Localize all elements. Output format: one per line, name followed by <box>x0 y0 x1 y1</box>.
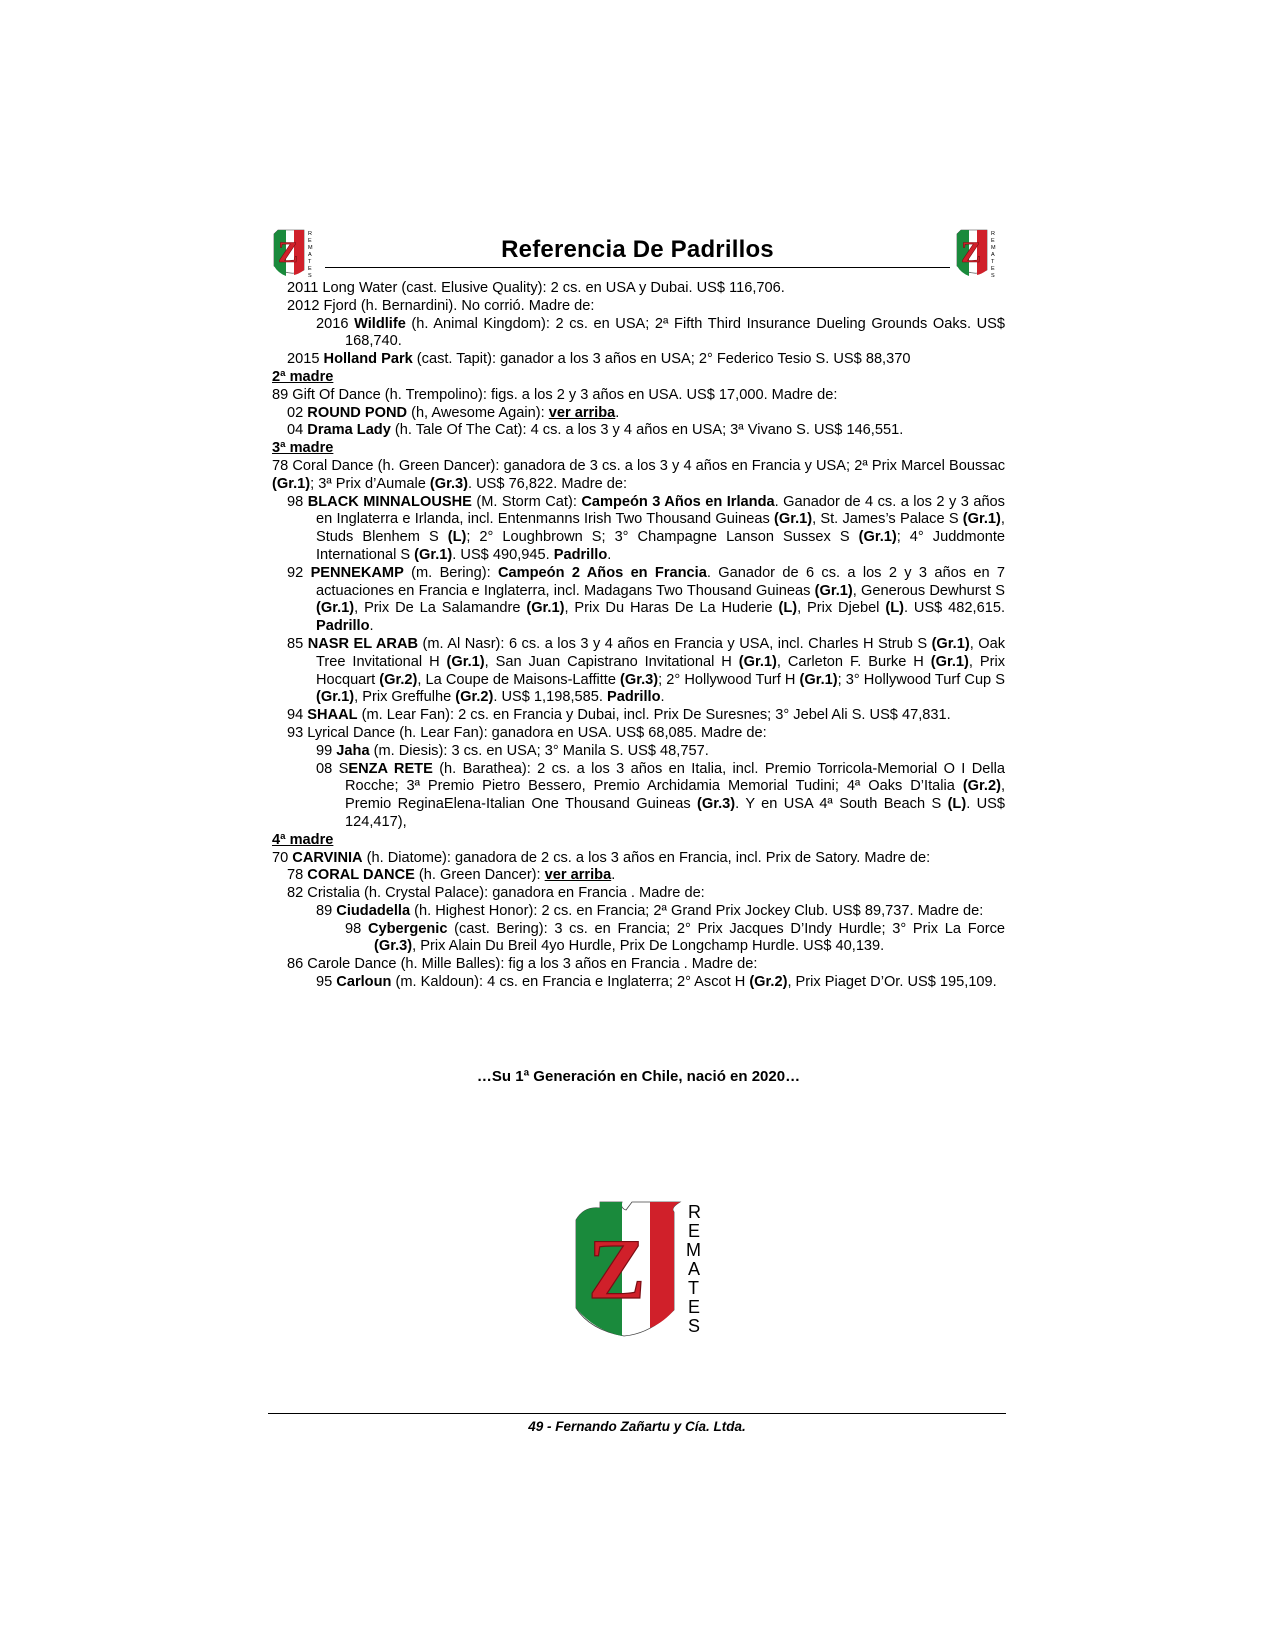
pedigree-line: 98 Cybergenic (cast. Bering): 3 cs. en Francia; 2° Prix Jacques D’Indy Hurdle; 3° Prix La Force (Gr.3), Prix Alain Du Breil 4yo Hurdle, Prix De Longchamp Hurdle. US$ 40,139. <box>345 920 1005 955</box>
page-footer: 49 - Fernando Zañartu y Cía. Ltda. <box>528 1419 746 1434</box>
svg-text:R: R <box>308 231 312 237</box>
svg-text:A: A <box>308 252 312 258</box>
pedigree-line: 89 Gift Of Dance (h. Trempolino): figs. a los 2 y 3 años en USA. US$ 17,000. Madre de: <box>272 386 838 403</box>
svg-text:A: A <box>991 252 995 258</box>
svg-text:A: A <box>688 1259 701 1279</box>
pedigree-line: 98 BLACK MINNALOUSHE (M. Storm Cat): Campeón 3 Años en Irlanda. Ganador de 4 cs. a los 2 y 3 años en Inglaterra e Irlanda, incl. Entenmanns Irish Two Thousand Guineas (Gr.1), St. James’s Palace S (Gr.1), Studs Blenhem S (L); 2° Loughbrown S; 3° Champagne Lanson Sussex S (Gr.1); 4° Juddmonte International S (Gr.1). US$ 490,945. Padrillo. <box>287 493 1005 563</box>
pedigree-line: 85 NASR EL ARAB (m. Al Nasr): 6 cs. a los 3 y 4 años en Francia y USA, incl. Charles H Strub S (Gr.1), Oak Tree Invitational H (Gr.1), San Juan Capistrano Invitational H (Gr.1), Carleton F. Burke H (Gr.1), Prix Hocquart (Gr.2), La Coupe de Maisons-Laffitte (Gr.3); 2° Hollywood Turf H (Gr.1); 3° Hollywood Turf Cup S (Gr.1), Prix Greffulhe (Gr.2). US$ 1,198,585. Padrillo. <box>287 635 1005 706</box>
pedigree-line: 82 Cristalia (h. Crystal Palace): ganadora en Francia . Madre de: <box>287 885 705 902</box>
header-rule <box>325 267 950 268</box>
pedigree-line: 2015 Holland Park (cast. Tapit): ganador a los 3 años en USA; 2° Federico Tesio S. US$ 88,370 <box>287 351 911 368</box>
pedigree-text <box>272 280 1005 992</box>
pedigree-line: 2016 Wildlife (h. Animal Kingdom): 2 cs. en USA; 2ª Fifth Third Insurance Dueling Grounds Oaks. US$ 168,740. <box>316 315 1005 350</box>
pedigree-line: 2011 Long Water (cast. Elusive Quality): 2 cs. en USA y Dubai. US$ 116,706. <box>287 280 785 296</box>
svg-text:T: T <box>688 1278 699 1298</box>
svg-text:M: M <box>991 245 996 251</box>
svg-text:T: T <box>991 259 995 265</box>
pedigree-line: 78 CORAL DANCE (h. Green Dancer): ver arriba. <box>287 867 616 884</box>
svg-text:Z: Z <box>278 236 299 269</box>
ver-arriba-link[interactable]: ver arriba <box>548 404 616 421</box>
section-title-4a-madre: 4ª madre <box>272 831 334 848</box>
pedigree-line: 93 Lyrical Dance (h. Lear Fan): ganadora en USA. US$ 68,085. Madre de: <box>287 724 767 741</box>
svg-text:Z: Z <box>588 1221 646 1317</box>
zj-remates-logo-icon <box>270 226 322 278</box>
zj-remates-logo-icon <box>953 226 1005 278</box>
pedigree-line: 04 Drama Lady (h. Tale Of The Cat): 4 cs. a los 3 y 4 años en USA; 3ª Vivano S. US$ 146,551. <box>287 422 904 439</box>
svg-text:E: E <box>688 1221 701 1241</box>
svg-text:E: E <box>688 1297 701 1317</box>
svg-text:E: E <box>991 266 995 272</box>
pedigree-line: 99 Jaha (m. Diesis): 3 cs. en USA; 3° Manila S. US$ 48,757. <box>316 742 709 759</box>
svg-text:E: E <box>991 238 995 244</box>
pedigree-line: 89 Ciudadella (h. Highest Honor): 2 cs. en Francia; 2ª Grand Prix Jockey Club. US$ 89,737. Madre de: <box>316 902 984 919</box>
zj-remates-logo-large-icon <box>570 1198 720 1338</box>
pedigree-line: 78 Coral Dance (h. Green Dancer): ganadora de 3 cs. a los 3 y 4 años en Francia y USA; 2ª Prix Marcel Boussac (Gr.1); 3ª Prix d’Aumale (Gr.3). US$ 76,822. Madre de: <box>272 457 1005 492</box>
svg-text:Z: Z <box>961 236 982 269</box>
pedigree-line: 02 ROUND POND (h, Awesome Again): ver arriba. <box>287 404 620 421</box>
svg-text:S: S <box>688 1316 701 1336</box>
pedigree-line: 2012 Fjord (h. Bernardini). No corrió. Madre de: <box>287 297 595 314</box>
footer-rule <box>268 1413 1006 1414</box>
page-title: Referencia De Padrillos <box>501 236 774 263</box>
svg-text:S: S <box>308 273 312 278</box>
section-title-2a-madre: 2ª madre <box>272 368 334 385</box>
pedigree-line: 86 Carole Dance (h. Mille Balles): fig a los 3 años en Francia . Madre de: <box>287 956 758 973</box>
svg-text:M: M <box>308 245 313 251</box>
ver-arriba-link[interactable]: ver arriba <box>544 867 612 884</box>
pedigree-line: 95 Carloun (m. Kaldoun): 4 cs. en Francia e Inglaterra; 2° Ascot H (Gr.2), Prix Piaget D’Or. US$ 195,109. <box>316 974 997 991</box>
svg-text:R: R <box>688 1202 701 1222</box>
page-header <box>270 226 1005 280</box>
pedigree-line: 94 SHAAL (m. Lear Fan): 2 cs. en Francia y Dubai, incl. Prix De Suresnes; 3° Jebel Ali S. US$ 47,831. <box>287 707 951 724</box>
svg-text:E: E <box>308 238 312 244</box>
svg-text:S: S <box>991 273 995 278</box>
svg-text:R: R <box>991 231 995 237</box>
pedigree-line: 70 CARVINIA (h. Diatome): ganadora de 2 cs. a los 3 años en Francia, incl. Prix de Satory. Madre de: <box>272 849 931 866</box>
svg-text:M: M <box>686 1240 701 1260</box>
svg-text:T: T <box>308 259 312 265</box>
section-title-3a-madre: 3ª madre <box>272 440 334 457</box>
pedigree-line: 92 PENNEKAMP (m. Bering): Campeón 2 Años en Francia. Ganador de 6 cs. a los 2 y 3 años en 7 actuaciones en Francia e Inglaterra, incl. Madagans Two Thousand Guineas (Gr.1), Generous Dewhurst S (Gr.1), Prix De La Salamandre (Gr.1), Prix Du Haras De La Huderie (L), Prix Djebel (L). US$ 482,615. Padrillo. <box>287 564 1006 635</box>
closing-note: …Su 1ª Generación en Chile, nació en 2020… <box>476 1068 801 1085</box>
pedigree-line: 08 SENZA RETE (h. Barathea): 2 cs. a los 3 años en Italia, incl. Premio Torricola-Memorial O I Della Rocche; 3ª Premio Pietro Bessero, Premio Archidamia Memorial Tudini; 4ª Oaks D’Italia (Gr.2), Premio ReginaElena-Italian One Thousand Guineas (Gr.3). Y en USA 4ª South Beach S (L). US$ 124,417), <box>316 760 1006 830</box>
svg-text:E: E <box>308 266 312 272</box>
